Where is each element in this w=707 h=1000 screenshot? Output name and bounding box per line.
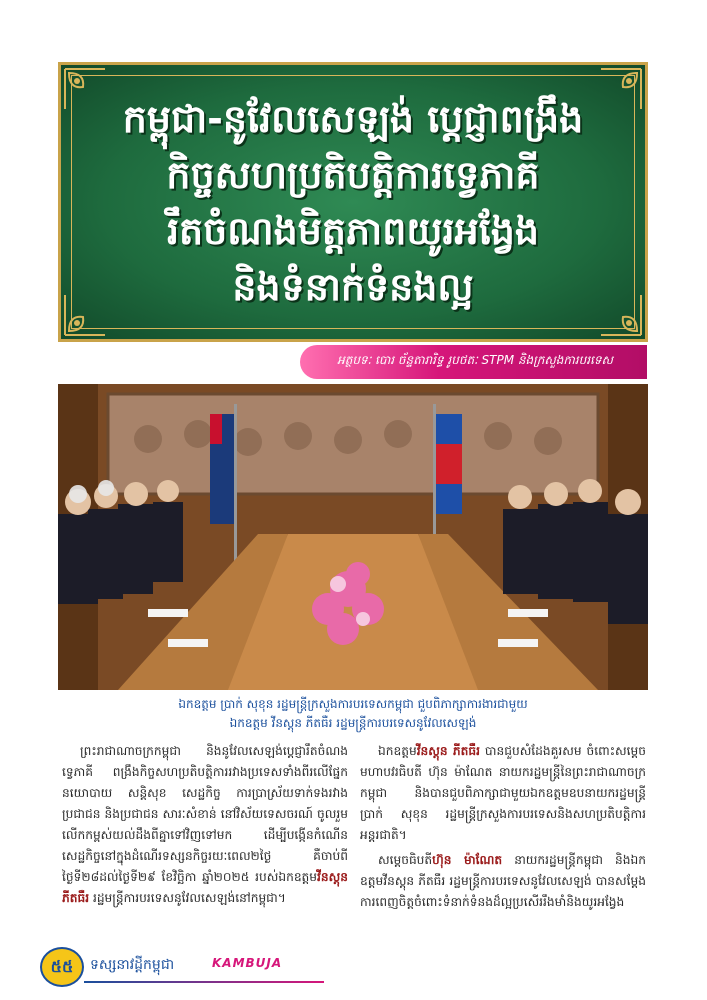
article-title <box>81 91 625 315</box>
page-number: ៥៥ <box>40 947 84 987</box>
paragraph-text: រដ្ឋមន្ត្រីការបរទេសនូវែលសេឡង់នៅកម្ពុជា។ <box>89 891 286 905</box>
byline: អត្ថបទៈ បោរ ច័ន្ទតារារិទ្ធ រូបថតៈ STPM និងក្រសួងការបរទេស <box>337 353 613 367</box>
paragraph-highlight: វីនស្តុន ភីតធឺរ <box>62 870 348 905</box>
title-banner <box>58 62 648 342</box>
paragraph-text: បានជួបសំដែងគួរសម ចំពោះសម្តេចមហាបវរធិបតី ហ៊ុន ម៉ាណែត នាយករដ្ឋមន្ត្រីនៃព្រះរាជាណាចក្រកម្ពុជា និងបានជួបពិភាក្សាជាមួយឯកឧត្តមឧបនាយករដ្ឋមន្ត្រី ប្រាក់ សុខុន រដ្ឋមន្ត្រីក្រសួងការបរទេសនិងសហប្រតិបត្តិការអន្តរជាតិ។ <box>360 744 646 842</box>
paragraph-highlight: ហ៊ុន ម៉ាណែត <box>432 853 503 867</box>
paragraph-text: ឯកឧត្តម <box>378 744 417 758</box>
caption-line: ឯកឧត្តម វីនស្តុន ភីតធឺរ រដ្ឋមន្ត្រីការបរទេសនូវែលសេឡង់ <box>229 716 477 730</box>
page-footer <box>40 945 680 985</box>
footer-divider <box>84 981 324 983</box>
paragraph <box>360 741 646 846</box>
paragraph-text: សម្តេចធិបតី <box>378 853 433 867</box>
meeting-photo-illustration <box>58 384 648 690</box>
article-column-right <box>360 741 646 917</box>
photo-caption <box>80 695 626 733</box>
title-line: រឹតចំណងមិត្តភាពយូរអង្វែង <box>166 209 540 253</box>
title-line: កម្ពុជា-នូវែលសេឡង់ ប្តេជ្ញាពង្រឹង <box>122 97 584 141</box>
title-line: កិច្ចសហប្រតិបត្តិការទ្វេភាគី <box>166 153 540 197</box>
article-column-left <box>62 741 348 913</box>
caption-line: ឯកឧត្តម ប្រាក់ សុខុន រដ្ឋមន្ត្រីក្រសួងការបរទេសកម្ពុជា ជួបពិភាក្សាការងារជាមួយ <box>178 697 528 711</box>
paragraph-highlight: វីនស្តុន ភីតធឺរ <box>416 744 480 758</box>
title-line: និងទំនាក់ទំនងល្អ <box>232 265 474 309</box>
meeting-photo <box>58 384 648 690</box>
paragraph-text: នាយករដ្ឋមន្ត្រីកម្ពុជា និងឯកឧត្តមវីនស្តុន ភីតធឺរ រដ្ឋមន្ត្រីការបរទេសនូវែលសេឡង់ បានសម្តែងការពេញចិត្តចំពោះទំនាក់ទំនងដ៏ល្អប្រសើររឹងមាំនិងយូរអង្វែង <box>360 853 646 909</box>
paragraph <box>360 850 646 913</box>
paragraph <box>62 741 348 909</box>
magazine-name: ទស្សនាវដ្តីកម្ពុជា <box>90 957 175 973</box>
magazine-latin-name: KAMBUJA <box>212 956 283 970</box>
paragraph-text: ព្រះរាជាណាចក្រកម្ពុជា និងនូវែលសេឡង់ប្តេជ្ញារឹតចំណងទ្វេភាគី ពង្រឹងកិច្ចសហប្រតិបត្តិការរវាងប្រទេសទាំងពីរលើផ្នែកនយោបាយ សន្តិសុខ សេដ្ឋកិច្ច ការប្រាស្រ័យទាក់ទងរវាងប្រជាជន និងប្រជាជន សារៈសំខាន់ នៅវិស័យទេសចរណ៍ ចូលរួមលើកកម្ពស់យល់ដឹងពីគ្នាទៅវិញទៅមក ដើម្បីបង្កើនកំណើនសេដ្ឋកិច្ចនៅក្នុងដំណើរទស្សនកិច្ចរយៈពេល២ថ្ងៃ គឺចាប់ពីថ្ងៃទី២៨ដល់ថ្ងៃទី២៩ ខែវិច្ឆិកា ឆ្នាំ២០២៥ របស់ឯកឧត្តម <box>62 744 348 884</box>
